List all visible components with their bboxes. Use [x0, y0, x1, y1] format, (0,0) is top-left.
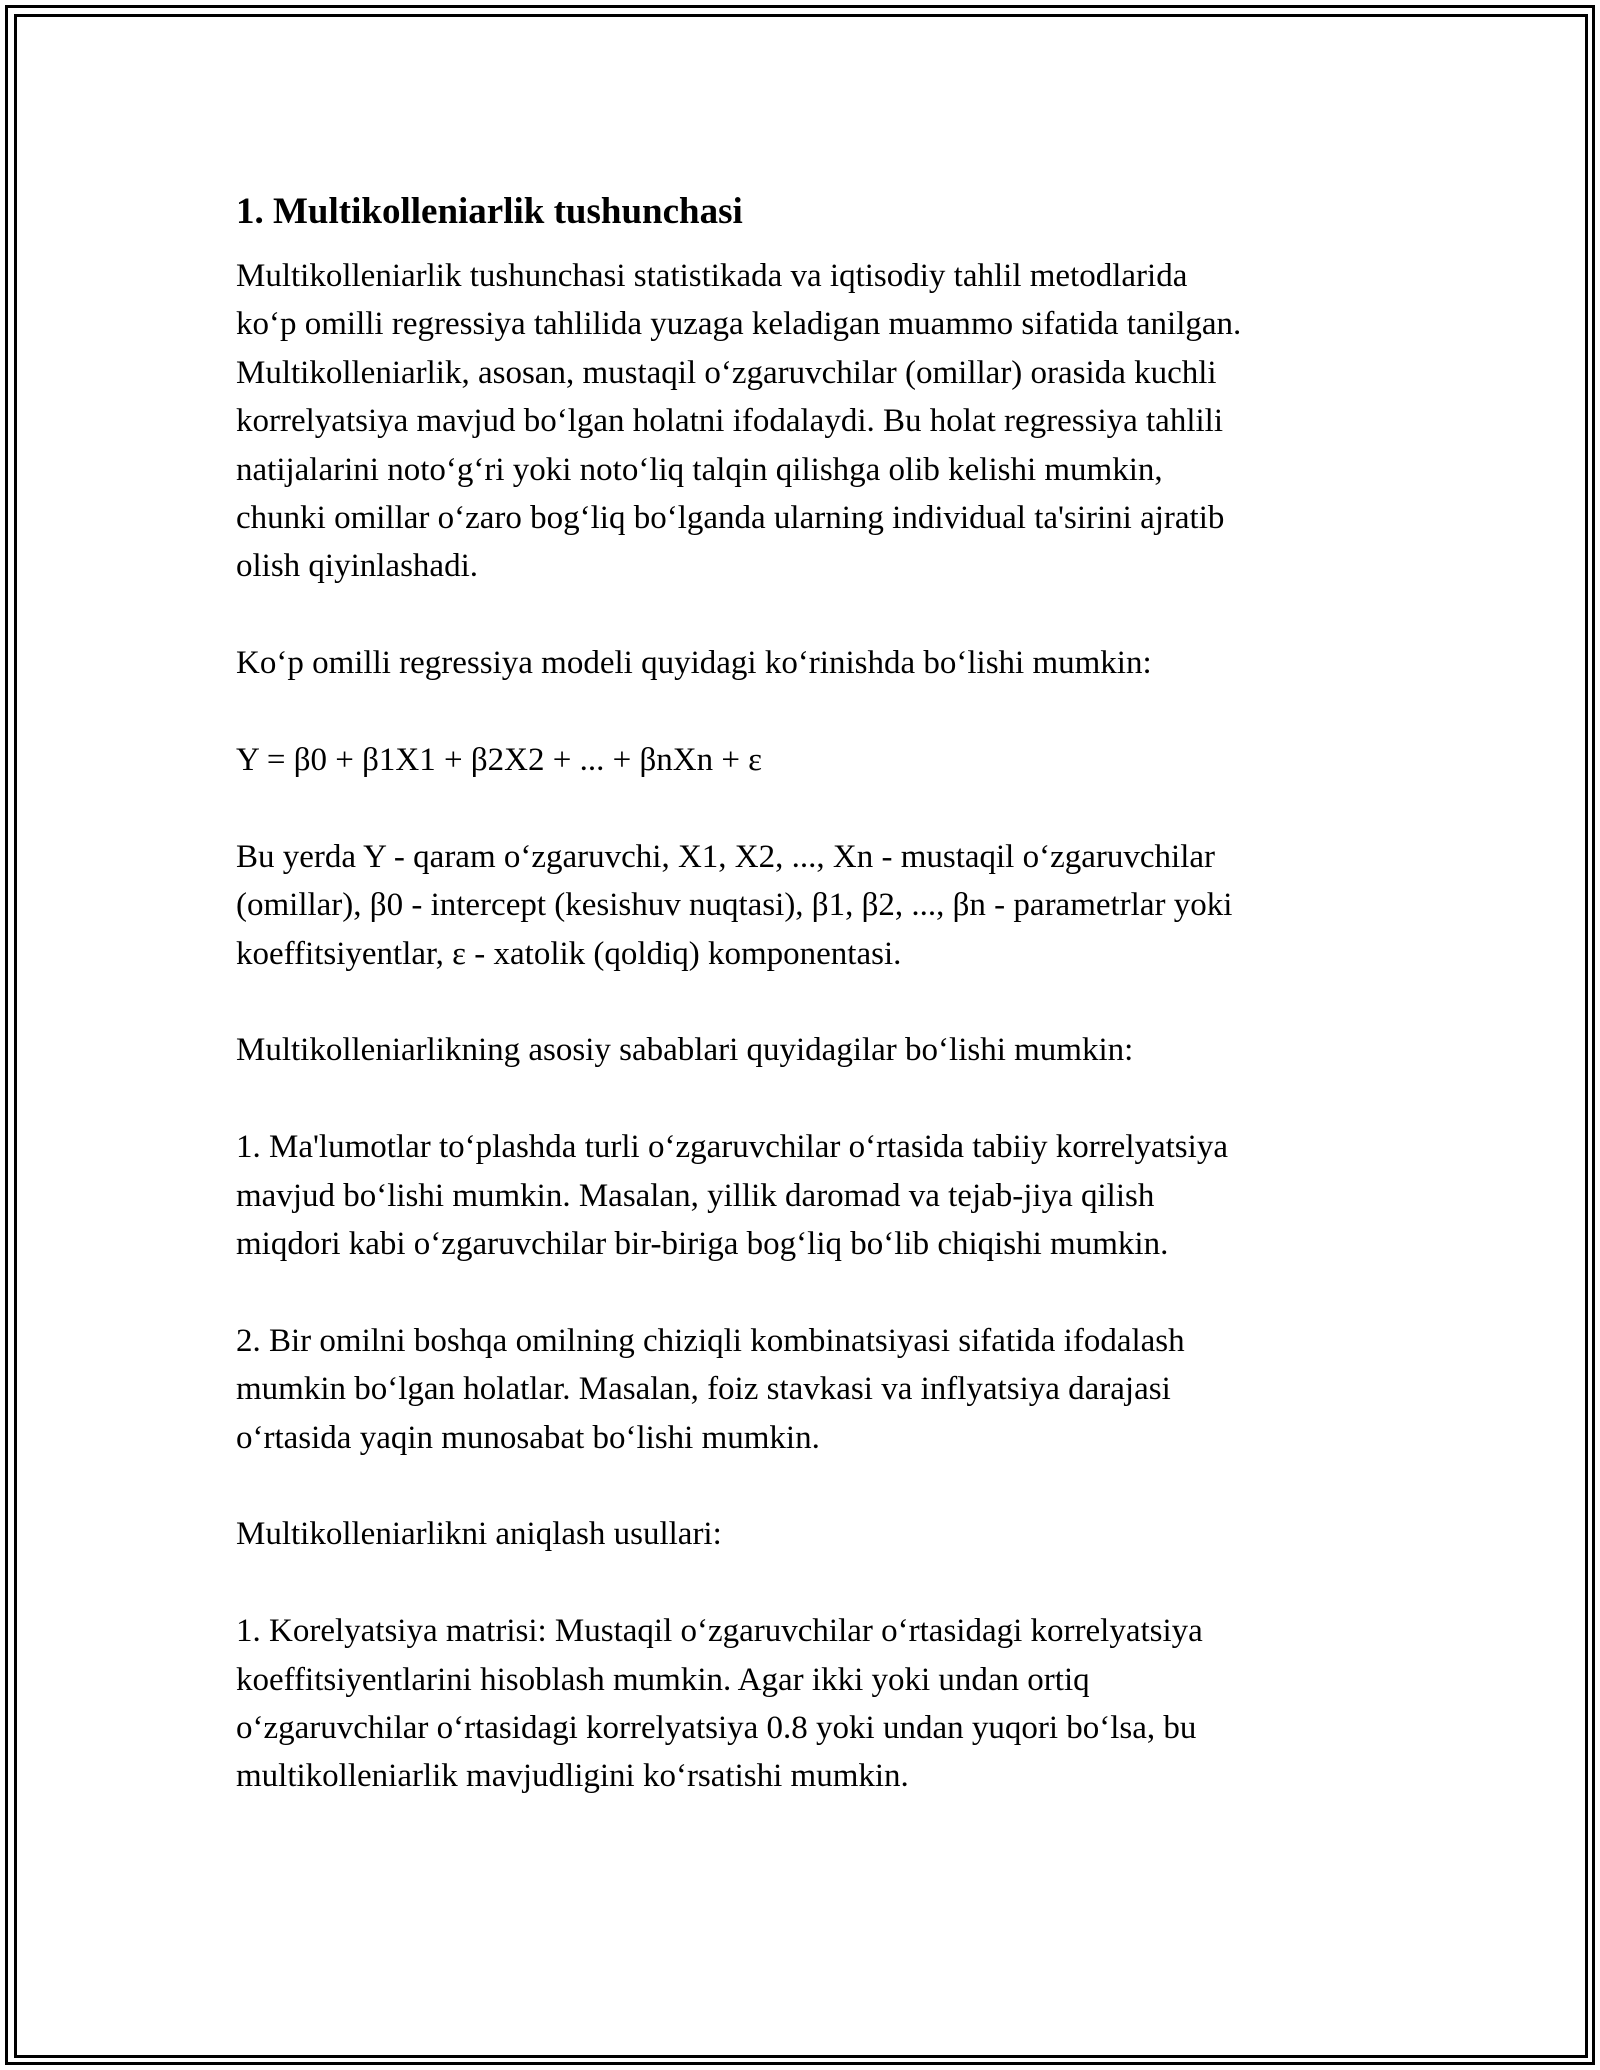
paragraph-spacer	[236, 1075, 1396, 1123]
paragraph-spacer	[236, 591, 1396, 639]
paragraph-spacer	[236, 1268, 1396, 1316]
section-heading: 1. Multikolleniarlik tushunchasi	[236, 191, 743, 232]
causes-heading-paragraph: Multikolleniarlikning asosiy sabablari quyidagilar bo‘lishi mumkin:	[236, 1032, 1134, 1069]
intro-paragraph: Multikolleniarlik tushunchasi statistikada va iqtisodiy tahlil metodlarida ko‘p omilli regressiya tahlilida yuzaga keladigan muammo sifatida tanilgan. Multikolleniarlik, asosan, mustaqil o‘zgaruvchilar (omillar) orasida kuchli korrelyatsiya mavjud bo‘lgan holatni ifodalaydi. Bu holat regressiya tahlili natijalarini noto‘g‘ri yoki noto‘liq talqin qilishga olib kelishi mumkin, chunki omillar o‘zaro bog‘liq bo‘lganda ularning individual ta'sirini ajratib olish qiyinlashadi.	[236, 258, 1242, 585]
cause-item-1: 1. Ma'lumotlar to‘plashda turli o‘zgaruvchilar o‘rtasida tabiiy korrelyatsiya mavjud bo‘lishi mumkin. Masalan, yillik daromad va tejab-jiya qilish miqdori kabi o‘zgaruvchilar bir-biriga bog‘liq bo‘lib chiqishi mumkin.	[236, 1129, 1228, 1263]
detection-heading-paragraph: Multikolleniarlikni aniqlash usullari:	[236, 1516, 722, 1553]
detection-item-1: 1. Korelyatsiya matrisi: Mustaqil o‘zgaruvchilar o‘rtasidagi korrelyatsiya koeffitsiyentlarini hisoblash mumkin. Agar ikki yoki undan ortiq o‘zgaruvchilar o‘rtasidagi korrelyatsiya 0.8 yoki undan yuqori bo‘lsa, bu multikolleniarlik mavjudligini ko‘rsatishi mumkin.	[236, 1613, 1203, 1795]
paragraph-spacer	[236, 784, 1396, 832]
cause-item-2: 2. Bir omilni boshqa omilning chiziqli kombinatsiyasi sifatida ifodalash mumkin bo‘lgan holatlar. Masalan, foiz stavkasi va inflyatsiya darajasi o‘rtasida yaqin munosabat bo‘lishi mumkin.	[236, 1322, 1185, 1456]
model-intro-paragraph: Ko‘p omilli regressiya modeli quyidagi ko‘rinishda bo‘lishi mumkin:	[236, 645, 1152, 682]
paragraph-spacer	[236, 688, 1396, 736]
document-body	[236, 188, 1396, 1801]
paragraph-spacer	[236, 978, 1396, 1026]
formula-explanation-paragraph: Bu yerda Y - qaram o‘zgaruvchi, X1, X2, ..., Xn - mustaqil o‘zgaruvchilar (omillar), β0 - intercept (kesishuv nuqtasi), β1, β2, ..., βn - parametrlar yoki koeffitsiyentlar, ε - xatolik (qoldiq) komponentasi.	[236, 838, 1233, 972]
paragraph-spacer	[236, 1462, 1396, 1510]
regression-formula: Y = β0 + β1X1 + β2X2 + ... + βnXn + ε	[236, 742, 763, 779]
paragraph-spacer	[236, 1559, 1396, 1607]
